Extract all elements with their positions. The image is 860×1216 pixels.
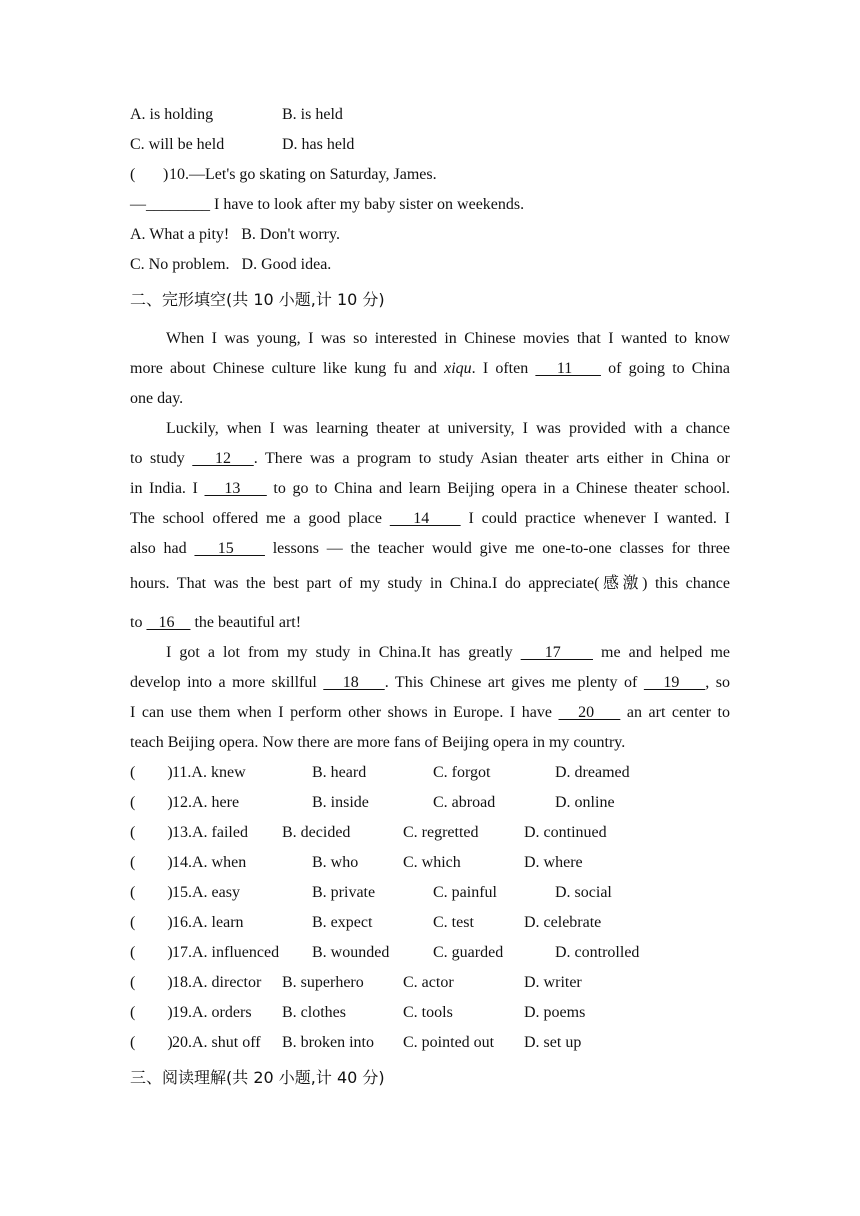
option-c: C. forgot [433, 764, 491, 781]
option-c: C. pointed out [403, 1034, 495, 1051]
answer-paren: ( ) [130, 794, 173, 811]
text-run: an art center to [620, 704, 731, 721]
question-stem-option-a: 19.A. orders [172, 1004, 252, 1021]
text-run: hours. That was the best part of my study in China.I do appreciate( [130, 575, 600, 592]
answer-paren: ( ) [130, 1004, 173, 1021]
answer-paren: ( ) [130, 824, 173, 841]
passage-p2-line3 [130, 479, 730, 499]
passage-p3-line4: teach Beijing opera. Now there are more fans of Beijing opera in my country. [130, 734, 626, 751]
text-run: the beautiful art! [190, 614, 302, 631]
option-c: C. tools [403, 1004, 453, 1021]
option-d: D. where [524, 854, 583, 871]
blank-16: 16 [146, 614, 191, 631]
question-stem-option-a: 11.A. knew [172, 764, 246, 781]
answer-paren: ( ) [130, 1034, 173, 1051]
text-run: also had [130, 540, 195, 557]
text-run: The school offered me a good place [130, 510, 390, 527]
option-d: D. social [555, 884, 612, 901]
answer-paren: ( ) [130, 914, 173, 931]
blank-13: 13 [204, 480, 267, 497]
option-c: C. abroad [433, 794, 496, 811]
blank-19: 19 [643, 674, 706, 691]
text-run: . This Chinese art gives me plenty of [384, 674, 644, 691]
passage-p3-line3 [130, 703, 730, 723]
q10-reply-blank: ________ [146, 196, 210, 213]
q10-options-line2: C. No problem. D. Good idea. [130, 256, 332, 273]
answer-paren: ( ) [130, 764, 173, 781]
option-b: B. decided [282, 824, 351, 841]
question-stem-option-a: 12.A. here [172, 794, 240, 811]
passage-p2-line7 [130, 613, 730, 633]
text-run: to go to China and learn Beijing opera in a Chinese theater school. [266, 480, 731, 497]
question-stem-option-a: 18.A. director [172, 974, 262, 991]
blank-11: 11 [535, 360, 601, 377]
option-d: D. celebrate [524, 914, 602, 931]
blank-20: 20 [558, 704, 621, 721]
passage-p1-line2 [130, 359, 730, 379]
text-run: . I often [471, 360, 536, 377]
text-run: , so [705, 674, 730, 691]
question-stem-option-a: 20.A. shut off [172, 1034, 261, 1051]
italic-term: xiqu [444, 360, 472, 377]
passage-p2-line5 [130, 539, 730, 559]
blank-17: 17 [520, 644, 593, 661]
answer-paren: ( ) [130, 854, 173, 871]
answer-paren: ( ) [130, 974, 173, 991]
option-b: B. heard [312, 764, 367, 781]
section2-title: 二、完形填空(共 10 小题,计 10 分) [130, 290, 385, 309]
blank-18: 18 [323, 674, 385, 691]
text-run: ) this chance [642, 575, 731, 592]
option-c: C. actor [403, 974, 454, 991]
passage-p2-line4 [130, 509, 730, 529]
passage-p2-line6 [130, 572, 730, 595]
option-d: D. online [555, 794, 615, 811]
question-stem-option-a: 17.A. influenced [172, 944, 280, 961]
passage-p1-line3: one day. [130, 390, 184, 407]
q10-options-line1: A. What a pity! B. Don't worry. [130, 226, 340, 243]
q10-reply-text: I have to look after my baby sister on weekends. [210, 196, 525, 213]
option-b: B. superhero [282, 974, 364, 991]
question-stem-option-a: 13.A. failed [172, 824, 248, 841]
option-c: C. test [433, 914, 474, 931]
q9-option-d: D. has held [282, 136, 355, 153]
option-b: B. expect [312, 914, 373, 931]
text-run: I can use them when I perform other shows in Europe. I have [130, 704, 559, 721]
text-run: I could practice whenever I wanted. I [460, 510, 731, 527]
q10-reply-dash: — [130, 196, 146, 213]
option-c: C. guarded [433, 944, 504, 961]
blank-12: 12 [192, 450, 254, 467]
passage-p1-line1: When I was young, I was so interested in Chinese movies that I wanted to know [166, 330, 730, 347]
text-run: lessons — the teacher would give me one-to-one classes for three [264, 540, 731, 557]
section3-title: 三、阅读理解(共 20 小题,计 40 分) [130, 1068, 385, 1087]
q9-option-b: B. is held [282, 106, 343, 123]
text-run: in India. I [130, 480, 205, 497]
question-stem-option-a: 16.A. learn [172, 914, 244, 931]
passage-p3-line1 [130, 643, 730, 663]
answer-paren: ( ) [130, 944, 173, 961]
question-stem-option-a: 15.A. easy [172, 884, 240, 901]
chinese-gloss: 感激 [599, 573, 643, 592]
question-stem-option-a: 14.A. when [172, 854, 247, 871]
option-d: D. writer [524, 974, 582, 991]
text-run: more about Chinese culture like kung fu and [130, 360, 445, 377]
option-b: B. clothes [282, 1004, 346, 1021]
text-run: develop into a more skillful [130, 674, 324, 691]
option-c: C. which [403, 854, 461, 871]
text-run: to study [130, 450, 193, 467]
option-d: D. controlled [555, 944, 640, 961]
option-b: B. wounded [312, 944, 390, 961]
text-run: me and helped me [593, 644, 731, 661]
q9-option-a: A. is holding [130, 106, 214, 123]
option-b: B. who [312, 854, 359, 871]
option-d: D. set up [524, 1034, 582, 1051]
option-b: B. broken into [282, 1034, 374, 1051]
q10-paren-open: ( [130, 166, 136, 183]
q10-paren-close: ) [163, 166, 169, 183]
option-d: D. dreamed [555, 764, 630, 781]
option-d: D. poems [524, 1004, 586, 1021]
text-run: . There was a program to study Asian theater arts either in China or [253, 450, 731, 467]
option-c: C. regretted [403, 824, 479, 841]
option-b: B. inside [312, 794, 369, 811]
answer-paren: ( ) [130, 884, 173, 901]
passage-p2-line1: Luckily, when I was learning theater at university, I was provided with a chance [166, 420, 730, 437]
option-d: D. continued [524, 824, 607, 841]
blank-14: 14 [389, 510, 461, 527]
text-run: of going to China [600, 360, 731, 377]
q10-reply [130, 195, 524, 215]
q9-option-c: C. will be held [130, 136, 225, 153]
option-c: C. painful [433, 884, 497, 901]
passage-p2-line2 [130, 449, 730, 469]
text-run: to [130, 614, 147, 631]
passage-p3-line2 [130, 673, 730, 693]
text-run: I got a lot from my study in China.It has greatly [166, 644, 521, 661]
q10-stem: 10.—Let's go skating on Saturday, James. [169, 166, 437, 183]
blank-15: 15 [194, 540, 265, 557]
option-b: B. private [312, 884, 376, 901]
